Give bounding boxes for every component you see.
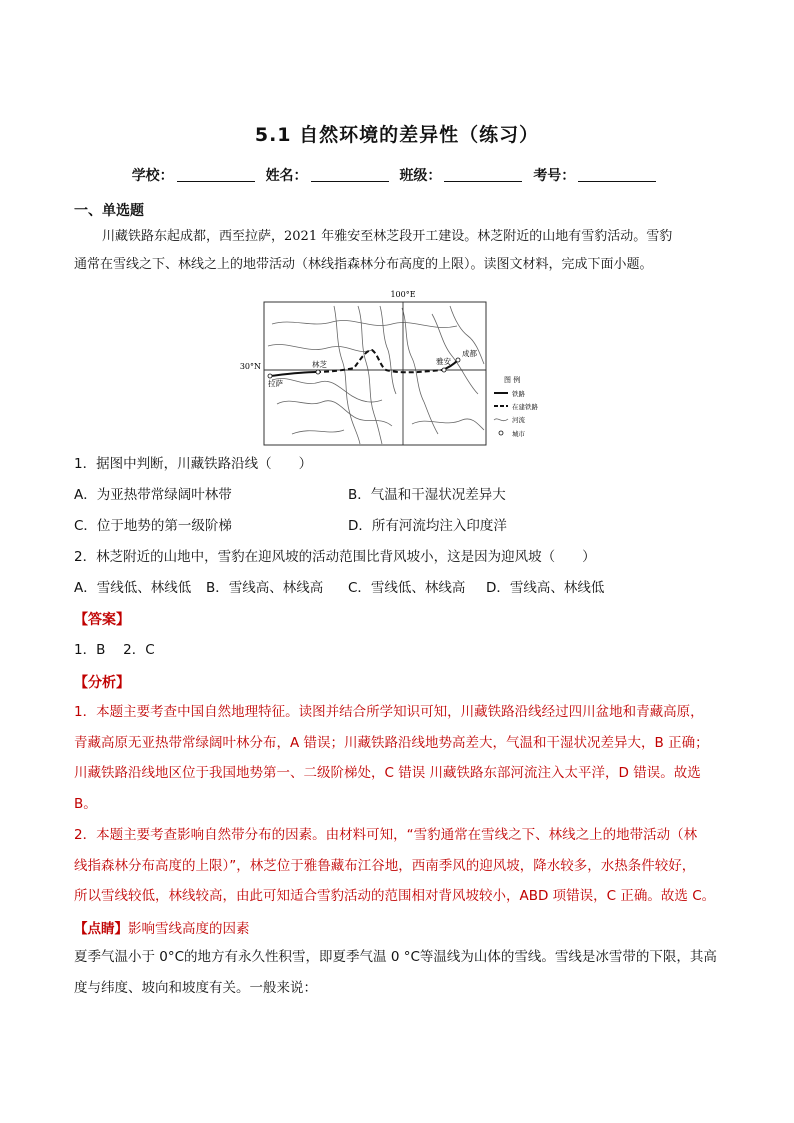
legend-railway-building: 在建铁路 xyxy=(512,403,538,411)
analysis-1-line-3: 川藏铁路沿线地区位于我国地势第一、二级阶梯处，C 错误 川藏铁路东部河流注入太平洋，D 错误。故选 xyxy=(74,765,701,781)
analysis-heading: 【分析】 xyxy=(74,675,130,691)
city-marker-linzhi xyxy=(316,370,320,374)
analysis-2-line-2: 线指森林分布高度的上限）”，林芝位于雅鲁藏布江谷地，西南季风的迎风坡，降水较多，水热条件较好， xyxy=(74,857,696,874)
question-1-option-b: B．气温和干湿状况差异大 xyxy=(348,487,506,503)
material-line-1: 川藏铁路东起成都，西至拉萨，2021 年雅安至林芝段开工建设。林芝附近的山地有雪豹活动。雪豹 xyxy=(102,229,673,244)
section-heading: 一、单选题 xyxy=(74,203,144,219)
analysis-2-line-3: 所以雪线较低，林线较高，由此可知适合雪豹活动的范围相对背风坡较小，ABD 项错误，C 正确。故选 C。 xyxy=(74,888,716,904)
city-label-lasa: 拉萨 xyxy=(268,379,283,388)
analysis-1-line-1: 1．本题主要考查中国自然地理特征。读图并结合所学知识可知，川藏铁路沿线经过四川盆地和青藏高原， xyxy=(74,704,704,720)
question-2-option-a: A．雪线低、林线低 xyxy=(74,580,192,596)
exam-no-blank xyxy=(578,181,656,182)
question-1-option-c: C．位于地势的第一级阶梯 xyxy=(74,518,232,534)
material-line-2: 通常在雪线之下、林线之上的地带活动（林线指森林分布高度的上限）。读图文材料，完成下面小题。 xyxy=(74,257,653,272)
page-title: 5.1 自然环境的差异性（练习） xyxy=(254,124,540,146)
material-paragraph xyxy=(74,223,724,279)
point-section xyxy=(74,919,250,939)
question-2-option-d: D．雪线高、林线低 xyxy=(486,580,605,596)
school-label: 学校： xyxy=(131,168,174,184)
city-label-chengdu: 成都 xyxy=(462,349,477,358)
city-label-linzhi: 林芝 xyxy=(312,360,327,369)
legend-river: 河流 xyxy=(512,416,525,424)
name-label: 姓名： xyxy=(265,168,308,184)
point-heading: 【点睛】 xyxy=(74,921,128,937)
analysis-1-line-4: B。 xyxy=(74,795,97,812)
snowline-line-1: 夏季气温小于 0°C的地方有永久性积雪，即夏季气温 0 °C等温线为山体的雪线。雪线是冰雪带的下限，其高 xyxy=(74,949,717,965)
question-2-stem: 2．林芝附近的山地中，雪豹在迎风坡的活动范围比背风坡小，这是因为迎风坡（ ） xyxy=(74,549,596,565)
student-info-line xyxy=(0,165,794,185)
analysis-question-2 xyxy=(74,820,724,912)
legend-city: 城市 xyxy=(512,430,525,438)
legend-city-symbol xyxy=(499,431,503,435)
analysis-1-line-2: 青藏高原无亚热带常绿阔叶林分布，A 错误；川藏铁路沿线地势高差大，气温和干湿状况差异大，B 正确； xyxy=(74,734,709,751)
name-blank xyxy=(311,181,389,182)
question-2-option-c: C．雪线低、林线高 xyxy=(348,580,466,596)
legend-title: 图 例 xyxy=(504,376,521,384)
question-1-option-a: A．为亚热带常绿阔叶林带 xyxy=(74,487,232,503)
snowline-paragraph xyxy=(74,942,724,1003)
city-marker-lasa xyxy=(268,374,272,378)
city-marker-chengdu xyxy=(456,358,460,362)
longitude-label: 100°E xyxy=(390,290,416,299)
answer-heading: 【答案】 xyxy=(74,612,130,628)
legend-river-symbol xyxy=(494,419,508,421)
latitude-label: 30°N xyxy=(239,362,261,371)
class-blank xyxy=(444,181,522,182)
city-label-yaan: 雅安 xyxy=(436,357,451,366)
legend-railway: 铁路 xyxy=(512,390,525,398)
point-text: 影响雪线高度的因素 xyxy=(128,921,250,937)
answers-text: 1．B 2．C xyxy=(74,642,155,658)
city-marker-yaan xyxy=(442,368,446,372)
question-2-option-b: B．雪线高、林线高 xyxy=(206,580,324,596)
question-1-option-d: D．所有河流均注入印度洋 xyxy=(348,518,507,534)
sichuan-tibet-railway-map xyxy=(232,284,562,448)
snowline-line-2: 度与纬度、坡向和坡度有关。一般来说： xyxy=(74,979,317,996)
analysis-question-1 xyxy=(74,697,724,819)
map-legend xyxy=(494,375,539,438)
class-label: 班级： xyxy=(399,168,442,184)
analysis-2-line-1: 2．本题主要考查影响自然带分布的因素。由材料可知，“雪豹通常在雪线之下、林线之上的地带活动（林 xyxy=(74,827,698,843)
question-1-stem: 1．据图中判断，川藏铁路沿线（ ） xyxy=(74,456,313,472)
exam-no-label: 考号： xyxy=(533,168,576,184)
school-blank xyxy=(177,181,255,182)
